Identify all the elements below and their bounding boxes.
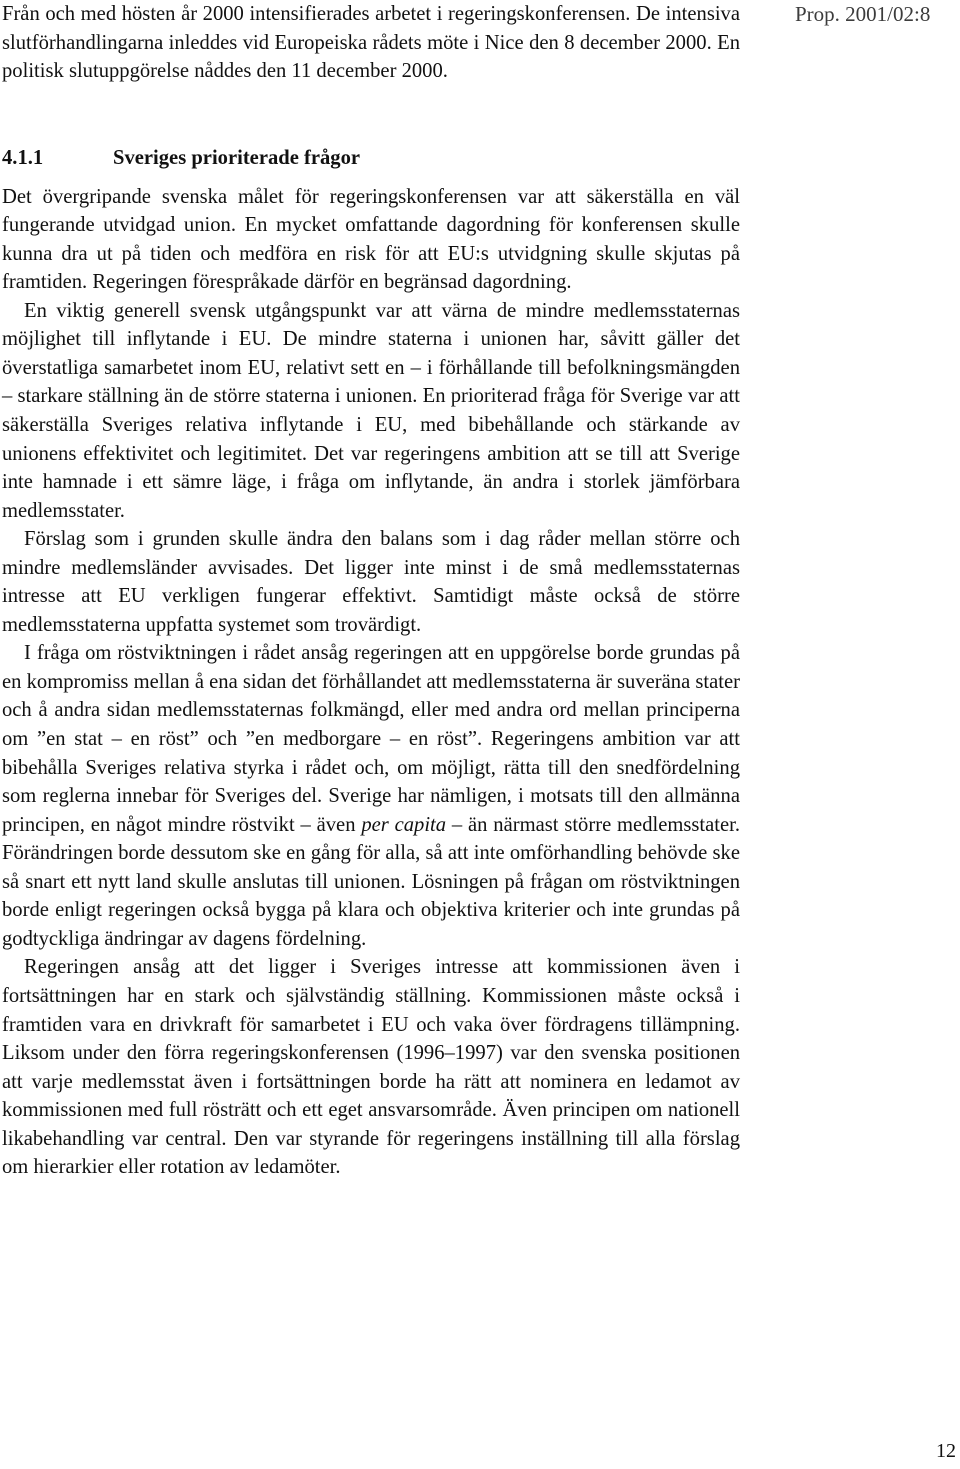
vote-weighting-text-after: – än närmast större medlemsstater. Förändringen borde dessutom ske en gång för alla, så att inte omförhandling behövde ske så snart ett nytt land skulle anslutas till unionen. Lösningen på frågan om röstviktningen borde enligt regeringen också bygga på klara och objektiva kriterier och inte grundas på godtyckliga ändringar av dagens fördelning.: [2, 813, 740, 950]
page-number: 12: [936, 1440, 956, 1462]
paragraph-goal: Det övergripande svenska målet för regeringskonferensen var att säkerställa en väl fungerande utvidgad union. En mycket omfattande dagordning för konferensen skulle kunna dra ut på tiden och medföra en risk för att EU:s utvidgning skulle skjutas på framtiden. Regeringen förespråkade därför en begränsad dagordning.: [2, 185, 740, 294]
paragraph-influence: En viktig generell svensk utgångspunkt var att värna de mindre medlemsstaternas möjlighet till inflytande i EU. De mindre staterna i unionen har, såvitt gäller det överstatliga samarbetet inom EU, relativt sett en – i förhållande till befolkningsmängden – starkare ställning än de större staterna i unionen. En prioriterad fråga för Sverige var att säkerställa Sveriges relativa inflytande i EU, med bibehållande och stärkande av unionens effektivitet och legitimitet. Det var regeringens ambition att se till att Sverige inte hamnade i ett sämre läge, i fråga om inflytande, än andra i storlek jämförbara medlemsstater.: [2, 299, 740, 522]
per-capita-emphasis: per capita: [361, 813, 447, 836]
body-text-column: [2, 0, 740, 1182]
paragraph-commission: Regeringen ansåg att det ligger i Sveriges intresse att kommissionen även i fortsättningen har en stark och självständig ställning. Kommissionen måste också i framtiden vara en drivkraft för samarbetet i EU och vaka över fördragens tillämpning. Liksom under den förra regeringskonferensen (1996–1997) var den svenska positionen att varje medlemsstat även i fortsättningen borde ha rätt att nominera en ledamot av kommissionen med full rösträtt och ett eget ansvarsområde. Även principen om nationell likabehandling var central. Den var styrande för regeringens inställning till alla förslag om hierarkier eller rotation av ledamöter.: [2, 956, 740, 1179]
proposition-reference: Prop. 2001/02:8: [795, 2, 931, 26]
vote-weighting-text-before: I fråga om röstviktningen i rådet ansåg regeringen att en uppgörelse borde grundas på en kompromiss mellan å ena sidan det förhållandet att medlemsstaterna är suveräna stater och å andra sidan medlemsstaternas folkmängd, eller med andra ord mellan principerna om ”en stat – en röst” och ”en medborgare – en röst”. Regeringens ambition var att bibehålla Sveriges relativa styrka i rådet och, om möjligt, rätta till den snedfördelning som reglerna innebar för Sveriges del. Sverige har nämligen, i motsats till den allmänna principen, en något mindre röstvikt – även: [2, 642, 740, 836]
paragraph-vote-weighting: [2, 639, 740, 953]
section-title: Sveriges prioriterade frågor: [113, 146, 361, 169]
section-heading: [2, 144, 740, 172]
paragraph-balance: Förslag som i grunden skulle ändra den balans som i dag råder mellan större och mindre medlemsländer avvisades. Det ligger inte minst i de små medlemsstaternas intresse att EU verkligen fungerar effektivt. Samtidigt måste också de större medlemsstaterna uppfatta systemet som trovärdigt.: [2, 528, 740, 636]
intro-paragraph: Från och med hösten år 2000 intensifierades arbetet i regeringskonferensen. De intensiva slutförhandlingarna inleddes vid Europeiska rådets möte i Nice den 8 december 2000. En politisk slutuppgörelse nåddes den 11 december 2000.: [2, 3, 740, 83]
section-number: 4.1.1: [2, 146, 44, 169]
